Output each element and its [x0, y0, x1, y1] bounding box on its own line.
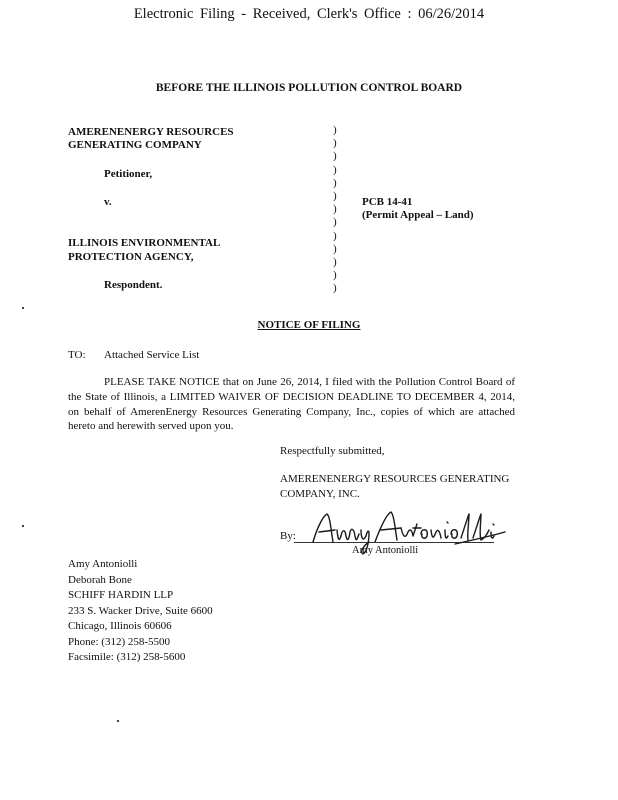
scan-speck [117, 720, 119, 722]
respondent-name-line1: ILLINOIS ENVIRONMENTAL [68, 237, 221, 249]
firm-phone: Phone: (312) 258-5500 [68, 635, 171, 648]
notice-body [68, 375, 515, 434]
respondent-name-line2: PROTECTION AGENCY, [68, 251, 194, 263]
filing-stamp-header: Electronic Filing - Received, Clerk's Office : 06/26/2014 [133, 6, 485, 22]
attorney-name-2: Deborah Bone [68, 573, 132, 586]
petitioner-name-line1: AMERENENERGY RESOURCES [68, 126, 234, 138]
signatory-org-line1: AMERENENERGY RESOURCES GENERATING [280, 473, 510, 485]
petitioner-name-line2: GENERATING COMPANY [68, 139, 202, 151]
case-number: PCB 14-41 [362, 196, 413, 208]
to-recipient: Attached Service List [104, 349, 200, 361]
by-label: By: [280, 530, 296, 542]
attorney-contact-block [68, 557, 213, 666]
respondent-role: Respondent. [104, 279, 163, 291]
to-label: TO: [68, 349, 86, 361]
scan-speck [22, 525, 24, 527]
attorney-name-1: Amy Antoniolli [68, 558, 138, 570]
closing-line: Respectfully submitted, [280, 445, 385, 457]
scan-speck [22, 307, 24, 309]
notice-title: NOTICE OF FILING [257, 319, 361, 331]
firm-address-line2: Chicago, Illinois 60606 [68, 620, 172, 632]
board-title: BEFORE THE ILLINOIS POLLUTION CONTROL BOARD [155, 82, 463, 94]
typed-signature-name: Amy Antoniolli [352, 545, 419, 556]
versus-label: v. [104, 196, 112, 208]
case-type: (Permit Appeal – Land) [362, 209, 474, 221]
notice-paragraph: PLEASE TAKE NOTICE that on June 26, 2014, I filed with the Pollution Control Board of the State of Illinois, a LIMITED WAIVER OF DECISION DEADLINE TO DECEMBER 4, 2014, on behalf of AmerenEnergy Resources Generating Company, Inc., copies of which are attached hereto and herewith served upon you. [68, 376, 515, 433]
caption-parentheses-column: ) ) ) ) ) ) ) ) ) ) ) ) ) [333, 124, 337, 295]
firm-address-line1: 233 S. Wacker Drive, Suite 6600 [68, 604, 213, 617]
law-firm-name: SCHIFF HARDIN LLP [68, 589, 174, 601]
petitioner-role: Petitioner, [104, 168, 153, 180]
signatory-org-line2: COMPANY, INC. [280, 488, 360, 500]
firm-facsimile: Facsimile: (312) 258-5600 [68, 651, 186, 663]
